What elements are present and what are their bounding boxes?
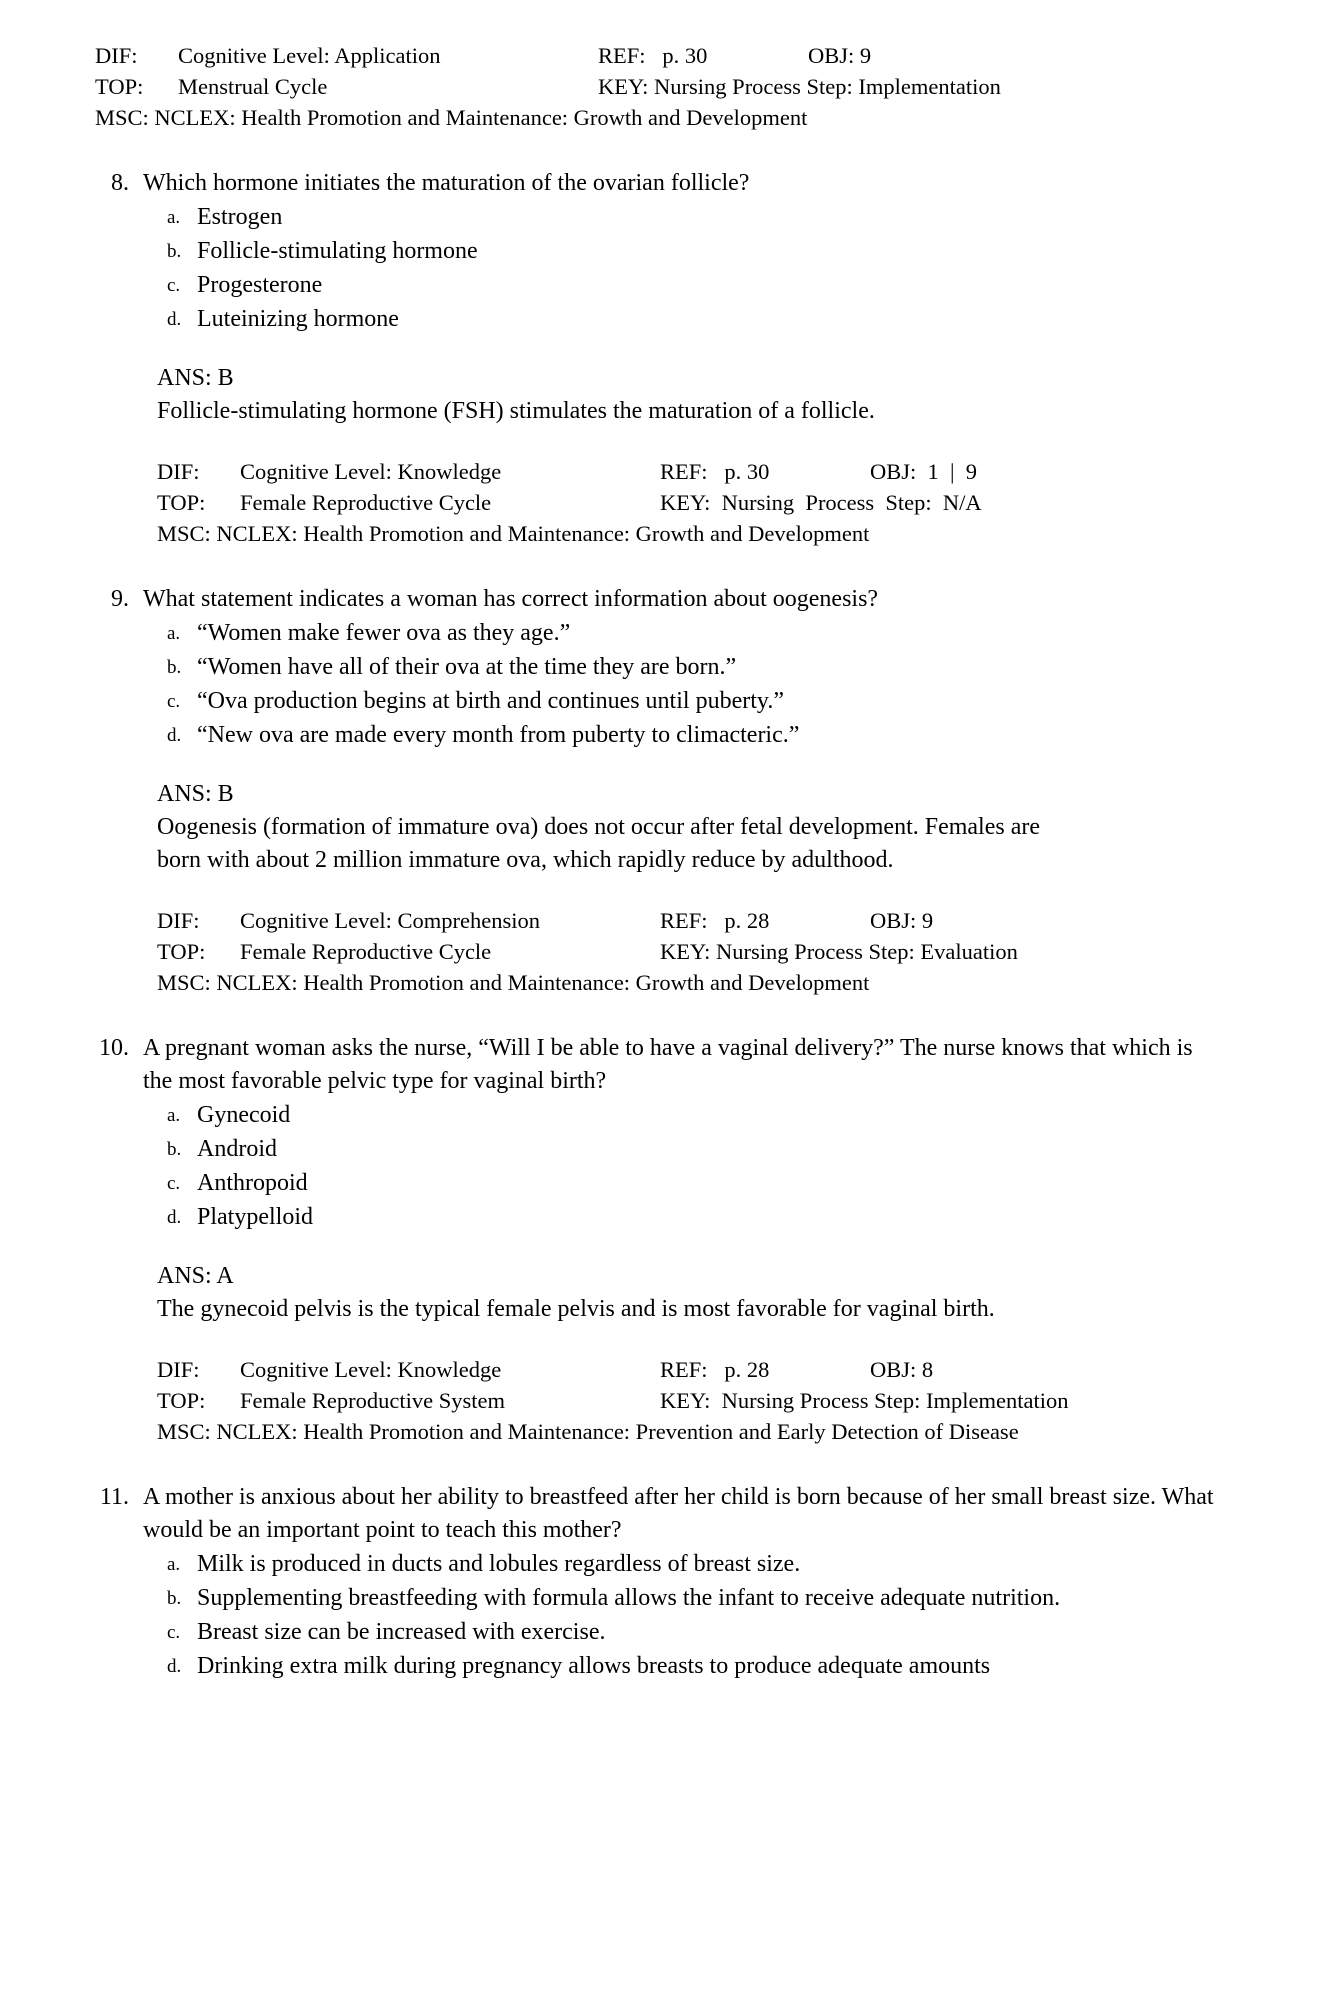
metadata-value-dif: Cognitive Level: Application [178, 43, 441, 68]
metadata-value-msc: MSC: NCLEX: Health Promotion and Maintenance: Prevention and Early Detection of Disease [157, 1419, 1019, 1444]
answer-block [157, 778, 1220, 877]
choice-letter: c. [167, 1173, 181, 1194]
answer-rationale: Follicle-stimulating hormone (FSH) stimulates the maturation of a follicle. [157, 398, 875, 424]
metadata-value-msc: MSC: NCLEX: Health Promotion and Maintenance: Growth and Development [95, 105, 808, 130]
choice-list [95, 1099, 1220, 1234]
choice-text: Luteinizing hormone [197, 306, 399, 332]
choice-text: Android [197, 1136, 277, 1162]
metadata-row [157, 936, 1220, 967]
list-item[interactable] [95, 1201, 1220, 1234]
question-item [95, 1481, 1220, 1683]
choice-text: Breast size can be increased with exercise. [197, 1619, 606, 1645]
metadata-value-ref: REF: p. 30 [598, 43, 708, 68]
question-number: 11. [99, 1484, 129, 1510]
metadata-value-key: KEY: Nursing Process Step: Evaluation [660, 939, 1018, 964]
metadata-value-msc: MSC: NCLEX: Health Promotion and Maintenance: Growth and Development [157, 970, 870, 995]
metadata-label-top: TOP: [157, 490, 206, 515]
metadata-label-dif: DIF: [95, 43, 138, 68]
list-item[interactable] [95, 719, 1220, 752]
choice-list [95, 617, 1220, 752]
choice-letter: d. [167, 725, 182, 746]
answer-label: ANS: B [157, 365, 234, 391]
metadata-value-top: Female Reproductive System [240, 1388, 505, 1413]
metadata-value-key: KEY: Nursing Process Step: Implementation [598, 74, 1001, 99]
answer-block [157, 362, 1220, 428]
question-item [95, 167, 1220, 549]
metadata-value-dif: Cognitive Level: Knowledge [240, 459, 502, 484]
question-text: A mother is anxious about her ability to breastfeed after her child is born because of her small breast size. What would be an important point to teach this mother? [143, 1484, 1214, 1543]
list-item[interactable] [95, 651, 1220, 684]
metadata-row [157, 1354, 1220, 1385]
question-text: A pregnant woman asks the nurse, “Will I be able to have a vaginal delivery?” The nurse knows that which is the most favorable pelvic type for vaginal birth? [143, 1035, 1193, 1094]
metadata-row [157, 487, 1220, 518]
question-heading [95, 1481, 1220, 1547]
choice-letter: b. [167, 1588, 182, 1609]
choice-letter: c. [167, 275, 181, 296]
metadata-block [157, 1354, 1220, 1447]
list-item[interactable] [95, 1133, 1220, 1166]
metadata-block [157, 905, 1220, 998]
choice-text: “New ova are made every month from puberty to climacteric.” [197, 722, 800, 748]
list-item[interactable] [95, 1616, 1220, 1649]
choice-list [95, 1548, 1220, 1683]
choice-text: Follicle-stimulating hormone [197, 238, 478, 264]
choice-text: “Ova production begins at birth and continues until puberty.” [197, 688, 784, 714]
metadata-value-ref: REF: p. 28 [660, 1357, 770, 1382]
question-heading [95, 1032, 1220, 1098]
metadata-block [157, 456, 1220, 549]
choice-list [95, 201, 1220, 336]
metadata-value-ref: REF: p. 30 [660, 459, 770, 484]
choice-letter: a. [167, 1105, 181, 1126]
list-item[interactable] [95, 1167, 1220, 1200]
question-item [95, 583, 1220, 998]
question-text: What statement indicates a woman has correct information about oogenesis? [143, 586, 879, 612]
choice-text: Drinking extra milk during pregnancy allows breasts to produce adequate amounts [197, 1653, 991, 1679]
list-item[interactable] [95, 617, 1220, 650]
question-number: 10. [99, 1035, 129, 1061]
question-heading [95, 583, 1220, 616]
metadata-value-obj: OBJ: 9 [808, 43, 872, 68]
choice-text: Progesterone [197, 272, 323, 298]
metadata-label-top: TOP: [157, 939, 206, 964]
question-item [95, 1032, 1220, 1447]
metadata-value-msc: MSC: NCLEX: Health Promotion and Maintenance: Growth and Development [157, 521, 870, 546]
choice-letter: a. [167, 207, 181, 228]
metadata-label-top: TOP: [157, 1388, 206, 1413]
metadata-label-dif: DIF: [157, 908, 200, 933]
metadata-value-dif: Cognitive Level: Knowledge [240, 1357, 502, 1382]
question-heading [95, 167, 1220, 200]
choice-letter: c. [167, 1622, 181, 1643]
metadata-row [157, 1385, 1220, 1416]
choice-letter: b. [167, 1139, 182, 1160]
choice-letter: a. [167, 623, 181, 644]
metadata-row [95, 40, 1220, 71]
metadata-value-obj: OBJ: 1 | 9 [870, 459, 978, 484]
choice-text: Estrogen [197, 204, 283, 230]
choice-letter: a. [167, 1554, 181, 1575]
metadata-row [157, 905, 1220, 936]
question-number: 9. [111, 586, 129, 612]
list-item[interactable] [95, 685, 1220, 718]
choice-text: “Women make fewer ova as they age.” [197, 620, 571, 646]
metadata-value-top: Female Reproductive Cycle [240, 490, 492, 515]
list-item[interactable] [95, 235, 1220, 268]
choice-text: Anthropoid [197, 1170, 308, 1196]
metadata-value-top: Menstrual Cycle [178, 74, 328, 99]
choice-text: Milk is produced in ducts and lobules regardless of breast size. [197, 1551, 801, 1577]
metadata-value-ref: REF: p. 28 [660, 908, 770, 933]
choice-letter: c. [167, 691, 181, 712]
metadata-label-dif: DIF: [157, 459, 200, 484]
list-item[interactable] [95, 1548, 1220, 1581]
list-item[interactable] [95, 201, 1220, 234]
metadata-label-dif: DIF: [157, 1357, 200, 1382]
answer-label: ANS: A [157, 1263, 234, 1289]
choice-letter: d. [167, 1656, 182, 1677]
metadata-label-top: TOP: [95, 74, 144, 99]
metadata-value-key: KEY: Nursing Process Step: Implementation [660, 1388, 1069, 1413]
choice-text: Platypelloid [197, 1204, 313, 1230]
list-item[interactable] [95, 1099, 1220, 1132]
list-item[interactable] [95, 1650, 1220, 1683]
metadata-value-obj: OBJ: 8 [870, 1357, 934, 1382]
metadata-value-key: KEY: Nursing Process Step: N/A [660, 490, 982, 515]
answer-block [157, 1260, 1220, 1326]
choice-text: Gynecoid [197, 1102, 291, 1128]
metadata-row [157, 456, 1220, 487]
answer-rationale: Oogenesis (formation of immature ova) does not occur after fetal development. Females are born with about 2 million immature ova, which rapidly reduce by adulthood. [157, 814, 1041, 873]
choice-letter: b. [167, 241, 182, 262]
metadata-row [95, 71, 1220, 102]
metadata-block-top [95, 40, 1220, 133]
question-number: 8. [111, 170, 129, 196]
choice-text: Supplementing breastfeeding with formula allows the infant to receive adequate nutrition. [197, 1585, 1061, 1611]
metadata-value-top: Female Reproductive Cycle [240, 939, 492, 964]
metadata-value-dif: Cognitive Level: Comprehension [240, 908, 540, 933]
choice-letter: d. [167, 1207, 182, 1228]
choice-text: “Women have all of their ova at the time they are born.” [197, 654, 737, 680]
list-item[interactable] [95, 1582, 1220, 1615]
answer-rationale: The gynecoid pelvis is the typical female pelvis and is most favorable for vaginal birth. [157, 1296, 995, 1322]
question-text: Which hormone initiates the maturation of the ovarian follicle? [143, 170, 750, 196]
choice-letter: b. [167, 657, 182, 678]
answer-label: ANS: B [157, 781, 234, 807]
list-item[interactable] [95, 269, 1220, 302]
list-item[interactable] [95, 303, 1220, 336]
metadata-value-obj: OBJ: 9 [870, 908, 934, 933]
choice-letter: d. [167, 309, 182, 330]
